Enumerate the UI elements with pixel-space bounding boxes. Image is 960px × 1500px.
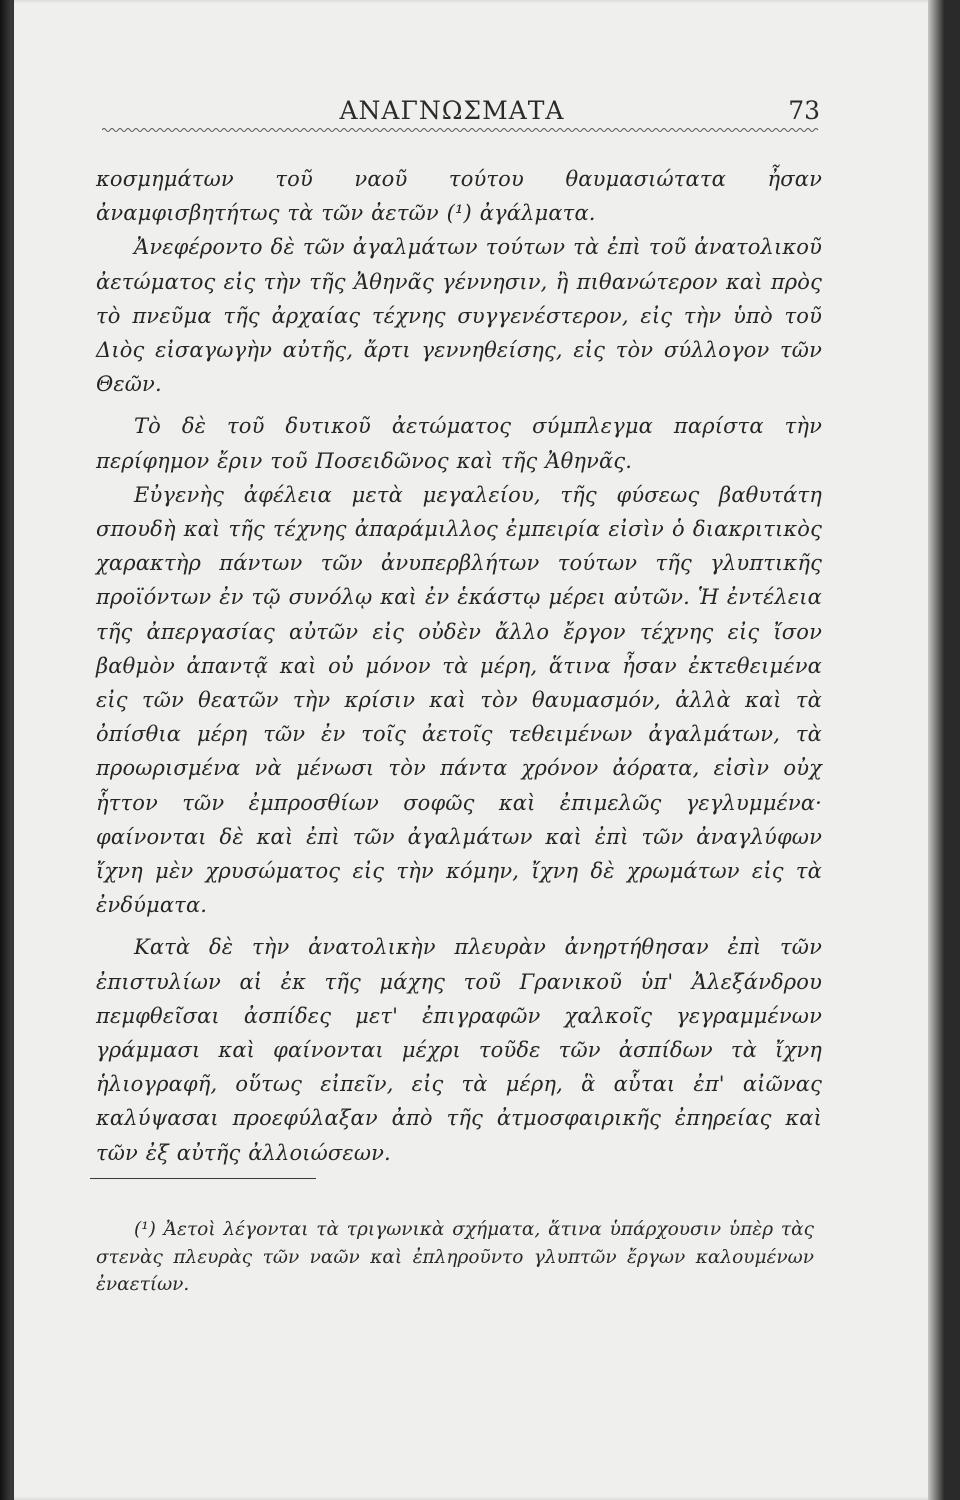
paragraph-1: κοσμημάτων τοῦ ναοῦ τούτου θαυμασιώτατα ἦσαν ἀναμφισβητήτως τὰ τῶν ἀετῶν (¹) ἀγάλματα. [96,167,822,226]
paragraph-5: Κατὰ δὲ τὴν ἀνατολικὴν πλευρὰν ἀνηρτήθησαν ἐπὶ τῶν ἐπιστυλίων αἱ ἐκ τῆς μάχης τοῦ Γρανικοῦ ὑπ' Ἀλεξάνδρου πεμφθεῖσαι ἀσπίδες μετ' ἐπιγραφῶν χαλκοῖς γεγραμμένων γράμμασι καὶ φαίνονται μέχρι τοῦδε τῶν ἀσπίδων τὰ ἴχνη ἡλιογραφῆ, οὕτως εἰπεῖν, εἰς τὰ μέρη, ἃ αὗται ἐπ' αἰῶνας καλύψασαι προεφύλαξαν ἀπὸ τῆς ἀτμοσφαιρικῆς ἐπηρείας καὶ τῶν ἐξ αὐτῆς ἀλλοιώσεων. [96,935,822,1165]
body-text [96,162,822,1170]
paragraph-4: Εὐγενὴς ἀφέλεια μετὰ μεγαλείου, τῆς φύσεως βαθυτάτη σπουδὴ καὶ τῆς τέχνης ἀπαράμιλλος ἐμπειρία εἰσὶν ὁ διακριτικὸς χαρακτὴρ πάντων τῶν ἀνυπερβλήτων τούτων τῆς γλυπτικῆς προϊόντων ἐν τῷ συνόλῳ καὶ ἐν ἑκάστῳ μέρει αὐτῶν. Ἡ ἐντέλεια τῆς ἀπεργασίας αὐτῶν εἰς οὐδὲν ἄλλο ἔργον τέχνης εἰς ἴσον βαθμὸν ἀπαντᾷ καὶ οὐ μόνον τὰ μέρη, ἅτινα ἦσαν ἐκτεθειμένα εἰς τῶν θεατῶν τὴν κρίσιν καὶ τὸν θαυμασμόν, ἀλλὰ καὶ τὰ ὀπίσθια μέρη τῶν ἐν τοῖς ἀετοῖς τεθειμένων ἀγαλμάτων, τὰ προωρισμένα νὰ μένωσι τὸν πάντα χρόνον ἀόρατα, εἰσὶν οὐχ ἧττον τῶν ἐμπροσθίων σοφῶς καὶ ἐπιμελῶς γεγλυμμένα· φαίνονται δὲ καὶ ἐπὶ τῶν ἀγαλμάτων καὶ ἐπὶ τῶν ἀναγλύφων ἴχνη μὲν χρυσώματος εἰς τὴν κόμην, ἴχνη δὲ χρωμάτων εἰς τὰ ἐνδύματα. [96,482,822,918]
running-head [84,96,820,130]
wavy-header-rule [102,126,820,134]
footnote [96,1216,814,1299]
paragraph-3: Τὸ δὲ τοῦ δυτικοῦ ἀετώματος σύμπλεγμα παρίστα τὴν περίφημον ἔριν τοῦ Ποσειδῶνος καὶ τῆς Ἀθηνᾶς. [96,414,822,473]
footnote-text: (¹) Ἀετοὶ λέγονται τὰ τριγωνικὰ σχήματα, ἅτινα ὑπάρχουσιν ὑπὲρ τὰς στενὰς πλευρὰς τῶν ναῶν καὶ ἐπληροῦντο γλυπτῶν ἔργων καλουμένων ἐναετίων. [96,1219,814,1295]
footnote-rule [90,1178,316,1179]
page-number: 73 [788,96,820,125]
paragraph-2: Ἀνεφέροντο δὲ τῶν ἀγαλμάτων τούτων τὰ ἐπὶ τοῦ ἀνατολικοῦ ἀετώματος εἰς τὴν τῆς Ἀθηνᾶς γέννησιν, ἢ πιθανώτερον καὶ πρὸς τὸ πνεῦμα τῆς ἀρχαίας τέχνης συγγενέστερον, εἰς τὴν ὑπὸ τοῦ Διὸς εἰσαγωγὴν αὐτῆς, ἄρτι γεννηθείσης, εἰς τὸν σύλλογον τῶν Θεῶν. [96,235,822,397]
page-edge-shadow [928,0,944,1500]
running-title: ΑΝΑΓΝΩΣΜΑΤΑ [339,96,565,125]
book-page [14,0,944,1500]
